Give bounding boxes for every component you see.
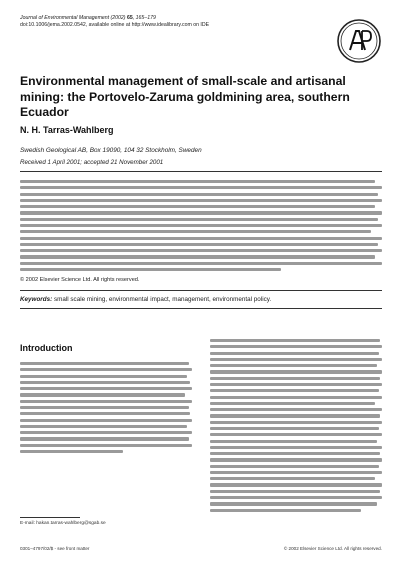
section-title-introduction: Introduction [20, 343, 73, 353]
journal-volume: 65 [126, 15, 133, 21]
journal-pages: , 165–179 [132, 15, 156, 21]
publisher-logo [336, 18, 382, 64]
copyright-notice: © 2002 Elsevier Science Ltd. All rights reserved. [20, 277, 140, 283]
footer-copyright: © 2002 Elsevier Science Ltd. All rights reserved. [283, 546, 382, 551]
keywords-list: small scale mining, environmental impact, management, environmental policy. [53, 296, 272, 303]
keywords [20, 296, 271, 303]
footnote-divider [20, 517, 80, 518]
article-title: Environmental management of small-scale and artisanal mining: the Portovelo-Zaruma goldmining area, southern Ecuador [20, 74, 350, 119]
keywords-label: Keywords: [20, 296, 53, 303]
divider [20, 171, 382, 172]
body-column-right [210, 339, 382, 515]
divider [20, 308, 382, 309]
footer-issn: 0301–4797/02/$ - see front matter [20, 546, 90, 551]
journal-citation [20, 15, 300, 22]
author-name: N. H. Tarras-Wahlberg [20, 125, 114, 135]
author-affiliation: Swedish Geological AB, Box 19090, 104 32 Stockholm, Sweden [20, 147, 202, 154]
divider [20, 290, 382, 291]
footnote-email[interactable]: E-mail: hakan.tarras-wahlberg@sgab.se [20, 521, 106, 526]
abstract-text [20, 180, 382, 274]
journal-name: Journal of Environmental Management (2002) [20, 15, 127, 21]
doi-line[interactable]: doi:10.1006/jema.2002.0542, available online at http://www.idealibrary.com on IDE [20, 22, 210, 28]
body-column-left [20, 362, 192, 456]
received-dates: Received 1 April 2001; accepted 21 November 2001 [20, 159, 164, 166]
